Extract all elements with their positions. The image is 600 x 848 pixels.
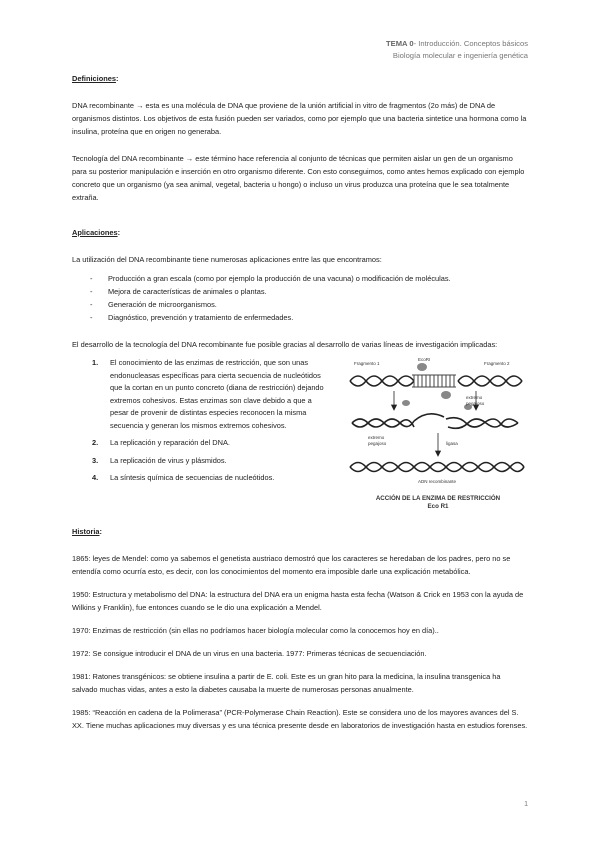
historia-entry: 1981: Ratones transgénicos: se obtiene insulina a partir de E. coli. Este es un gran hito para la medicina, la insulina transgenica ha salvado muchas vidas, antes a esto la diabetes causaba la muerte de numerosas personas anualmente. xyxy=(72,672,501,694)
aplicaciones-list xyxy=(72,272,528,324)
dna-recombinant xyxy=(350,463,524,472)
arrow-icon xyxy=(436,433,441,456)
dna-fragment-top xyxy=(350,376,522,386)
list-item: - Diagnóstico, prevención y tratamiento de enfermedades. xyxy=(90,311,528,324)
historia-entry: 1972: Se consigue introducir el DNA de un virus en una bacteria. 1977: Primeras técnicas de secuenciación. xyxy=(72,649,427,658)
list-item: 3. La replicación de virus y plásmidos. xyxy=(92,455,227,465)
definicion-tecnologia: Tecnología del DNA recombinante → este término hace referencia al conjunto de técnicas que permiten aislar un gen de un organismo para su posterior manipulación e inserción en otro organismo diferente. Con esto conseguimos, como antes hemos explicado con ejemplo concreto que un organismo (ya sea animal, vegetal, bacteria u hongo) o incluso un virus produzca una proteína que le sea totalmente extraña. xyxy=(72,154,525,202)
historia-entry: 1950: Estructura y metabolismo del DNA: la estructura del DNA era un enigma hasta esta fecha (Watson & Crick en 1953 con la ayuda de Wilkins y Franklin), fue entonces cuando se le dio una explicación a Mendel. xyxy=(72,590,524,612)
historia-heading: Historia: xyxy=(72,527,102,536)
definiciones-heading: Definiciones: xyxy=(72,74,119,83)
list-item: 4. La síntesis química de secuencias de nucleótidos. xyxy=(92,473,275,482)
lineas-row xyxy=(72,357,528,511)
list-item: 2. La replicación y reparación del DNA. xyxy=(92,438,230,447)
historia-entry: 1970: Enzimas de restricción (sin ellas no podríamos hacer biología molecular como la conocemos hoy en día).. xyxy=(72,626,439,635)
sticky-end-label-2b: pegajoso xyxy=(368,441,387,446)
historia-entry: 1985: “Reacción en cadena de la Polimerasa” (PCR-Polymerase Chain Reaction). Este se considera uno de los mayores avances del S. XX. Tiene muchas aplicaciones muy diversas y es una técnica presente desde en laboratorios de investigación hasta en estudios forenses. xyxy=(72,708,528,730)
definicion-dna-recombinante: DNA recombinante → esta es una molécula de DNA que proviene de la unión artificial in vitro de fragmentos (2o más) de DNA de organismos distintos. Los objetivos de esta fusión pueden ser variados, como por ejemplo que una bacteria sintetice una hormona como la insulina, proteína que en origen no generaba. xyxy=(72,101,527,136)
dna-rungs-top xyxy=(412,375,456,387)
list-item: 1. El conocimiento de las enzimas de restricción, que son unas endonucleasas específicas para cierta secuencia de nucleótidos que la cortan en un punto concreto (diana de restricción) dejando extremos cohesivos. Estas enzimas son clave debido a que a pesar de provenir de distintas especies reconocen la misma secuencia y generan los mismos extremos cohesivos. xyxy=(92,358,324,430)
restriction-enzyme-figure xyxy=(348,357,528,511)
header-topic-title: - Introducción. Conceptos básicos xyxy=(413,39,528,48)
sticky-end-label-1: extremo xyxy=(466,395,483,400)
aplicaciones-intro: La utilización del DNA recombinante tiene numerosas aplicaciones entre las que encontramos: xyxy=(72,255,382,264)
list-item: - Mejora de características de animales o plantas. xyxy=(90,285,528,298)
desarrollo-intro: El desarrollo de la tecnología del DNA recombinante fue posible gracias al desarrollo de varias líneas de investigación implicadas: xyxy=(72,340,498,349)
sticky-end-label-2: extremo xyxy=(368,435,385,440)
header-topic: TEMA 0 xyxy=(386,39,414,48)
page-content xyxy=(72,72,528,732)
historia-entry: 1865: leyes de Mendel: como ya sabemos el genetista austriaco demostró que los caracteres se heredaban de los padres, pero no se entendía como ocurría esto, es decir, con los conocimientos del momento era imposible darle una explicación metabólica. xyxy=(72,554,511,576)
caption-line-2: Eco R1 xyxy=(427,503,449,510)
ligase-label: ligasa xyxy=(446,441,458,446)
header-line-1 xyxy=(386,38,528,50)
dna-fragment-middle xyxy=(352,414,518,429)
recombinant-label: ADN recombinante xyxy=(418,479,457,484)
lineas-list xyxy=(72,357,324,511)
figure-caption xyxy=(348,495,528,511)
sticky-end-label-1b: pegajoso xyxy=(466,401,485,406)
enzyme-label: EcoRI xyxy=(418,357,431,362)
list-item: - Producción a gran escala (como por ejemplo la producción de una vacuna) o modificación de moléculas. xyxy=(90,272,528,285)
header-line-2: Biología molecular e ingeniería genética xyxy=(392,51,528,60)
restriction-diagram xyxy=(348,357,528,489)
page-number: 1 xyxy=(524,801,528,808)
page-header xyxy=(386,38,528,62)
fragment-2-label: Fragmento 2 xyxy=(484,361,510,366)
caption-line-1: ACCIÓN DE LA ENZIMA DE RESTRICCIÓN xyxy=(375,495,501,502)
fragment-1-label: Fragmento 1 xyxy=(354,361,380,366)
list-item: - Generación de microorganismos. xyxy=(90,298,528,311)
aplicaciones-heading: Aplicaciones: xyxy=(72,228,121,237)
